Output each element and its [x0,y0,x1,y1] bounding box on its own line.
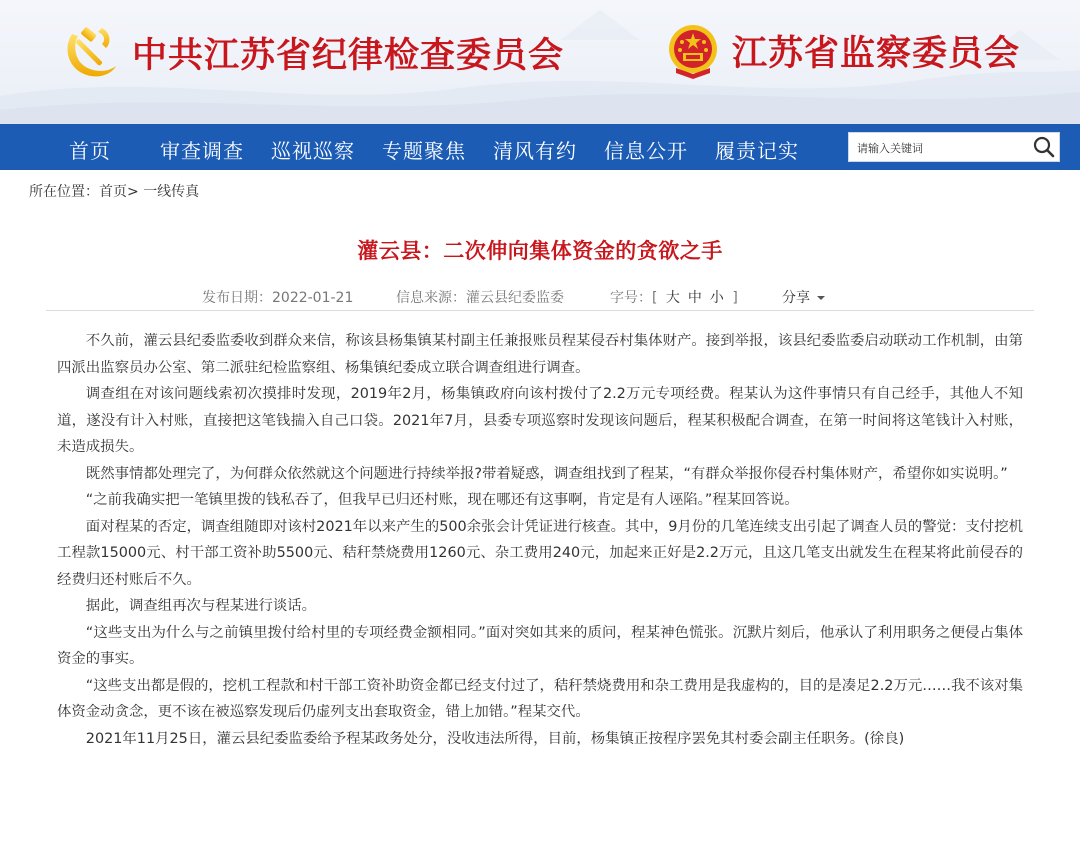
article-paragraph: 2021年11月25日，灌云县纪委监委给予程某政务处分，没收违法所得，目前，杨集镇正按程序罢免其村委会副主任职务。(徐良) [85,730,905,747]
cpc-brand[interactable] [58,22,564,84]
article-title: 灌云县：二次伸向集体资金的贪欲之手 [357,239,723,263]
search-box [848,132,1060,162]
font-size-medium[interactable]: 中 [687,290,702,306]
nav-item-info-disclosure[interactable]: 信息公开 [604,139,688,163]
article-paragraph: “这些支出为什么与之前镇里拨付给村里的专项经费金额相同。”面对突如其来的质问，程某神色慌张。沉默片刻后，他承认了利用职务之便侵占集体资金的事实。 [57,624,1023,667]
site-header [0,0,1080,124]
font-size-end: ] [732,290,738,306]
nav-item-inspection[interactable]: 巡视巡察 [271,139,355,163]
article-paragraph: “这些支出都是假的，挖机工程款和村干部工资补助资金都已经支付过了，秸秆禁烧费用和杂工费用是我虚构的，目的是凑足2.2万元……我不该对集体资金动贪念，更不该在被巡察发现后仍虚列支出套取资金，错上加错。”程某交代。 [57,677,1023,720]
search-icon[interactable] [1031,135,1057,159]
font-size-label: 字号：[ [610,290,658,306]
article-paragraph: 面对程某的否定，调查组随即对该村2021年以来产生的500余张会计凭证进行核查。其中，9月份的几笔连续支出引起了调查人员的警觉：支付挖机工程款15000元、村干部工资补助5500元、秸秆禁烧费用1260元、杂工费用240元，加起来正好是2.2万元，且这几笔支出就发生在程某将此前侵吞的经费归还村账后不久。 [57,518,1023,588]
national-emblem-icon [666,22,720,80]
info-source: 信息来源：灌云县纪委监委 [396,290,564,306]
cpc-title: 中共江苏省纪律检查委员会 [132,35,565,76]
breadcrumb [29,181,199,201]
nav-item-clean-breeze[interactable]: 清风有约 [493,139,577,163]
article-paragraph: 调查组在对该问题线索初次摸排时发现，2019年2月，杨集镇政府向该村拨付了2.2万元专项经费。程某认为这件事情只有自己经手，其他人不知道，遂没有计入村账，直接把这笔钱揣入自己口袋。2021年7月，县委专项巡察时发现该问题后，程某积极配合调查，在第一时间将这笔钱计入村账，未造成损失。 [57,386,1023,455]
share-label: 分享 [782,290,810,306]
font-size-control [610,287,738,307]
supervision-title: 江苏省监察委员会 [732,33,1021,74]
nav-item-topics[interactable]: 专题聚焦 [382,139,466,163]
breadcrumb-separator: > [127,184,139,200]
nav-item-review[interactable]: 审查调查 [160,139,244,163]
search-input[interactable] [855,134,1035,162]
divider [46,310,1034,311]
breadcrumb-home[interactable]: 首页 [99,184,127,200]
publish-date: 发布日期：2022-01-21 [202,290,354,306]
nav-item-duty-record[interactable]: 履责记实 [715,139,799,163]
chevron-down-icon [816,294,826,302]
article-paragraph: “之前我确实把一笔镇里拨的钱私吞了，但我早已归还村账，现在哪还有这事啊，肯定是有人诬陷。”程某回答说。 [85,492,799,508]
supervision-brand[interactable] [666,22,1020,80]
article-body [57,328,1023,752]
main-nav [0,124,1080,170]
share-button[interactable] [782,287,826,307]
article-paragraph: 据此，调查组再次与程某进行谈话。 [85,598,317,614]
breadcrumb-current[interactable]: 一线传真 [143,184,200,200]
font-size-small[interactable]: 小 [709,290,724,306]
article-paragraph: 既然事情都处理完了，为何群众依然就这个问题进行持续举报?带着疑惑，调查组找到了程某，“有群众举报你侵吞村集体财产，希望你如实说明。” [85,465,1008,482]
nav-item-home[interactable]: 首页 [69,139,111,163]
article-paragraph: 不久前，灌云县纪委监委收到群众来信，称该县杨集镇某村副主任兼报账员程某侵吞村集体财产。接到举报，该县纪委监委启动联动工作机制，由第四派出监察员办公室、第二派驻纪检监察组、杨集镇纪委成立联合调查组进行调查。 [57,333,1023,376]
font-size-large[interactable]: 大 [665,290,680,306]
breadcrumb-prefix: 所在位置： [29,184,99,200]
party-emblem-icon [58,22,120,84]
